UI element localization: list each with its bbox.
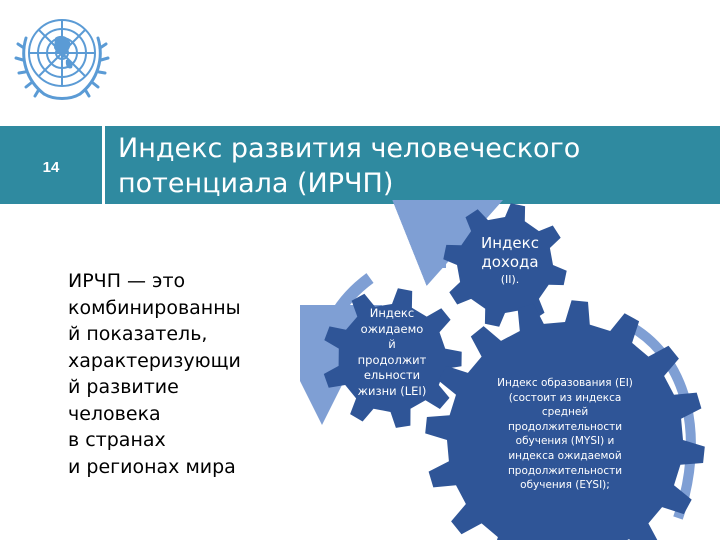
definition-line: комбинированны [68, 296, 241, 319]
education-label-line: Индекс образования (EI) [497, 377, 633, 389]
education-label-line: продолжительности [507, 464, 623, 477]
education-label-line: средней [541, 406, 589, 419]
life-label-line: продолжит [357, 352, 427, 367]
slide-number: 14 [42, 159, 60, 176]
life-label-line: й [388, 337, 396, 351]
definition-text [68, 268, 278, 480]
income-label-line: дохода [481, 253, 539, 271]
education-gear-label [485, 376, 645, 493]
definition-line: в странах [68, 429, 166, 451]
life-label-line: ожидаемо [360, 321, 424, 336]
definition-line: ИРЧП — это [68, 270, 186, 292]
education-label-line: обучения (MYSI) и [515, 435, 615, 448]
gear-diagram [300, 200, 720, 540]
education-label-line: индекса ожидаемой [508, 449, 622, 462]
income-label-line: (II). [500, 273, 520, 286]
education-label-line: продолжительности [507, 420, 623, 433]
education-label-line: (состоит из индекса [508, 391, 622, 404]
definition-line: характеризующи [68, 349, 241, 372]
life-label-line: жизни (LEI) [357, 383, 427, 398]
slide-title [118, 126, 708, 201]
life-expectancy-gear-label [342, 306, 442, 399]
income-gear-label [465, 234, 555, 288]
definition-line: й развитие [68, 376, 179, 398]
definition-line: й показатель, [68, 323, 208, 345]
slide-number-box [0, 126, 105, 204]
slide-title-line-2: потенциала (ИРЧП) [118, 168, 394, 199]
income-label-line: Индекс [481, 234, 539, 252]
life-label-line: ельности [363, 368, 421, 382]
un-emblem-icon [10, 8, 115, 106]
definition-line: и регионах мира [68, 455, 236, 478]
definition-line: человека [68, 402, 161, 425]
slide-title-line-1: Индекс развития человеческого [118, 133, 581, 164]
life-label-line: Индекс [369, 306, 415, 320]
education-label-line: обучения (EYSI); [520, 479, 610, 492]
